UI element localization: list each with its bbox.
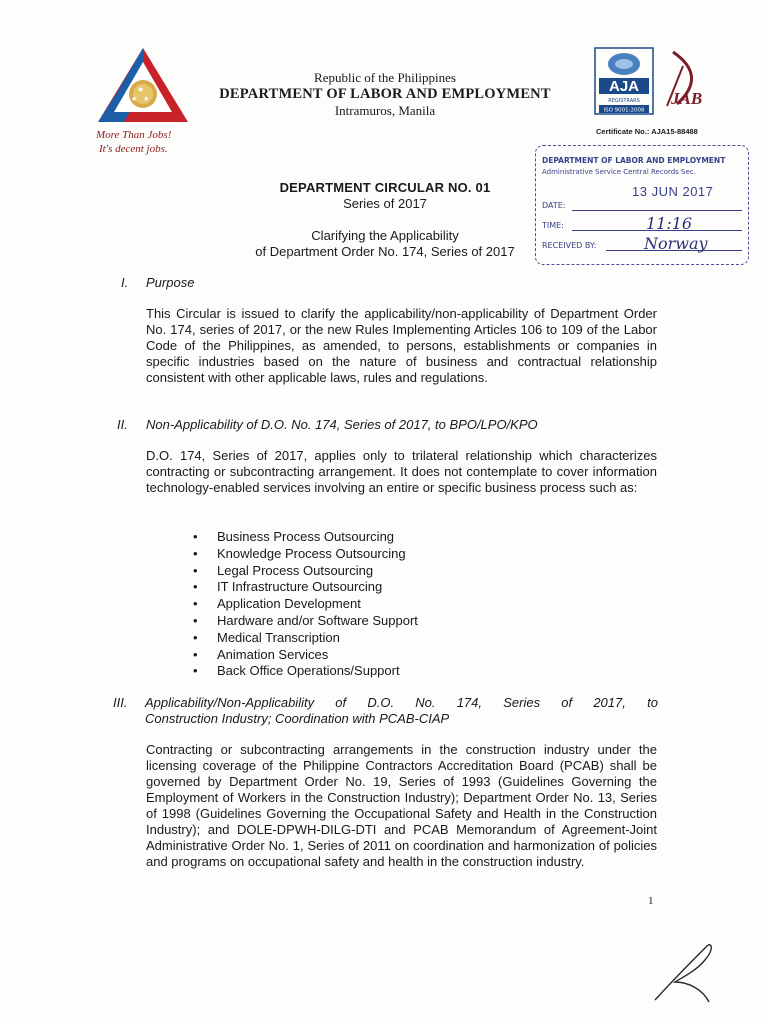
subtitle-line-2: of Department Order No. 174, Series of 2017 <box>255 244 515 259</box>
list-item <box>193 529 496 546</box>
bullet-icon: • <box>193 663 198 679</box>
outsourcing-list <box>193 529 496 680</box>
heading-word: Series <box>503 695 541 710</box>
section-3-title-line-1 <box>113 695 658 711</box>
list-item <box>193 562 496 580</box>
stamp-agency: DEPARTMENT OF LABOR AND EMPLOYMENT <box>542 156 726 165</box>
svg-text:JAB: JAB <box>671 89 703 108</box>
svg-text:ISO 9001:2008: ISO 9001:2008 <box>603 107 645 114</box>
section-1-body: This Circular is issued to clarify the applicability/non-applicability of Department Order No. 174, series of 2017, or the new Rules Implementing Articles 106 to 109 of the Labor Code of the Philippines, as amended, to persons, establishments or companies in specific industries based on the nature of business and contractual relationship consistent with other applicable laws, rules and regulations. <box>146 306 657 385</box>
list-item-text: Hardware and/or Software Support <box>217 612 418 628</box>
stamp-office: Administrative Service Central Records Sec. <box>542 168 696 176</box>
stamp-date-label: DATE: <box>542 201 566 210</box>
page-number: 1 <box>648 895 654 907</box>
svg-text:AJA: AJA <box>608 78 640 95</box>
heading-word: D.O. <box>367 695 395 710</box>
certificate-number: Certificate No.: AJA15-88488 <box>596 127 698 136</box>
subtitle-line-1: Clarifying the Applicability <box>311 228 459 243</box>
list-item-text: Back Office Operations/Support <box>217 663 400 679</box>
section-1-number: I. <box>121 275 129 290</box>
bullet-icon: • <box>193 596 198 612</box>
aja-certification-logo <box>593 46 713 126</box>
heading-word: 2017, <box>593 695 626 710</box>
heading-word: Applicability/Non-Applicability <box>145 695 315 710</box>
svg-text:REGISTRARS: REGISTRARS <box>608 98 640 104</box>
received-stamp <box>535 145 749 265</box>
bullet-icon: • <box>193 529 198 544</box>
circular-number: DEPARTMENT CIRCULAR NO. 01 <box>279 180 491 195</box>
section-1-title: Purpose <box>146 275 195 290</box>
list-item <box>193 663 496 680</box>
list-item-text: Animation Services <box>217 646 329 662</box>
section-2-title: Non-Applicability of D.O. No. 174, Series of 2017, to BPO/LPO/KPO <box>146 417 538 432</box>
svg-text:★: ★ <box>143 95 150 103</box>
slogan-line-2: It's decent jobs. <box>99 143 168 155</box>
dole-logo <box>88 42 208 142</box>
department-name: DEPARTMENT OF LABOR AND EMPLOYMENT <box>219 86 551 102</box>
stamp-time-value: 11:16 <box>646 214 693 233</box>
circular-series: Series of 2017 <box>343 196 427 211</box>
list-item-text: Knowledge Process Outsourcing <box>217 545 406 561</box>
stamp-time-label: TIME: <box>542 221 564 230</box>
list-item <box>193 579 496 596</box>
bullet-icon: • <box>193 545 198 561</box>
logo-slogan <box>96 128 216 156</box>
bullet-icon: • <box>193 579 198 595</box>
republic-text: Republic of the Philippines <box>314 70 456 85</box>
stamp-date-value: 13 JUN 2017 <box>632 184 714 199</box>
location-text: Intramuros, Manila <box>334 103 436 118</box>
section-3-number: III. <box>113 695 128 710</box>
list-item-text: IT Infrastructure Outsourcing <box>217 579 383 595</box>
bullet-icon: • <box>193 646 198 662</box>
stamp-received-label: RECEIVED BY: <box>542 241 597 250</box>
bullet-icon: • <box>193 562 198 578</box>
list-item <box>193 612 496 630</box>
heading-word: No. <box>415 695 436 710</box>
section-2-number: II. <box>117 417 128 432</box>
list-item <box>193 545 496 563</box>
slogan-line-1: More Than Jobs! <box>96 129 172 141</box>
list-item-text: Legal Process Outsourcing <box>217 562 374 578</box>
initial-signature <box>645 938 725 1008</box>
list-item-text: Medical Transcription <box>217 629 340 645</box>
list-item-text: Business Process Outsourcing <box>217 529 395 544</box>
section-2-body: D.O. 174, Series of 2017, applies only to trilateral relationship which characterizes contracting or subcontracting arrangement. It does not contemplate to cover information technology-enabled services involving an entire or specific business process such as: <box>146 448 657 495</box>
list-item <box>193 596 496 613</box>
svg-text:★: ★ <box>131 95 138 103</box>
list-item-text: Application Development <box>217 596 361 612</box>
section-3-title-line-2: Construction Industry; Coordination with PCAB-CIAP <box>145 711 450 726</box>
circular-subtitle <box>230 228 540 260</box>
bullet-icon: • <box>193 629 198 645</box>
list-item <box>193 646 496 664</box>
svg-text:★: ★ <box>137 85 145 94</box>
section-3-heading <box>113 695 658 727</box>
stamp-received-signature: Norway <box>644 234 708 253</box>
heading-word: of <box>335 695 347 710</box>
bullet-icon: • <box>193 612 198 628</box>
section-3-body: Contracting or subcontracting arrangements in the construction industry under the licensing coverage of the Philippine Contractors Accreditation Board (PCAB) shall be governed by Department Order No. 19, Series of 1993 (Guidelines Governing the Employment of Workers in the Construction Industry); Department Order No. 13, Series of 1998 (Guidelines Governing the Occupational Safety and Health in the Construction Industry); and DOLE-DPWH-DILG-DTI and PCAB Memorandum of Agreement-Joint Administrative Order No. 1, Series of 2011 on coordination and harmonization of policies and programs on occupational safety and health in the construction industry. <box>146 742 657 869</box>
circular-title <box>240 180 530 211</box>
list-item <box>193 629 496 647</box>
heading-word: to <box>647 695 658 710</box>
heading-word: 174, <box>456 695 483 710</box>
heading-word: of <box>561 695 573 710</box>
letterhead <box>200 70 570 119</box>
